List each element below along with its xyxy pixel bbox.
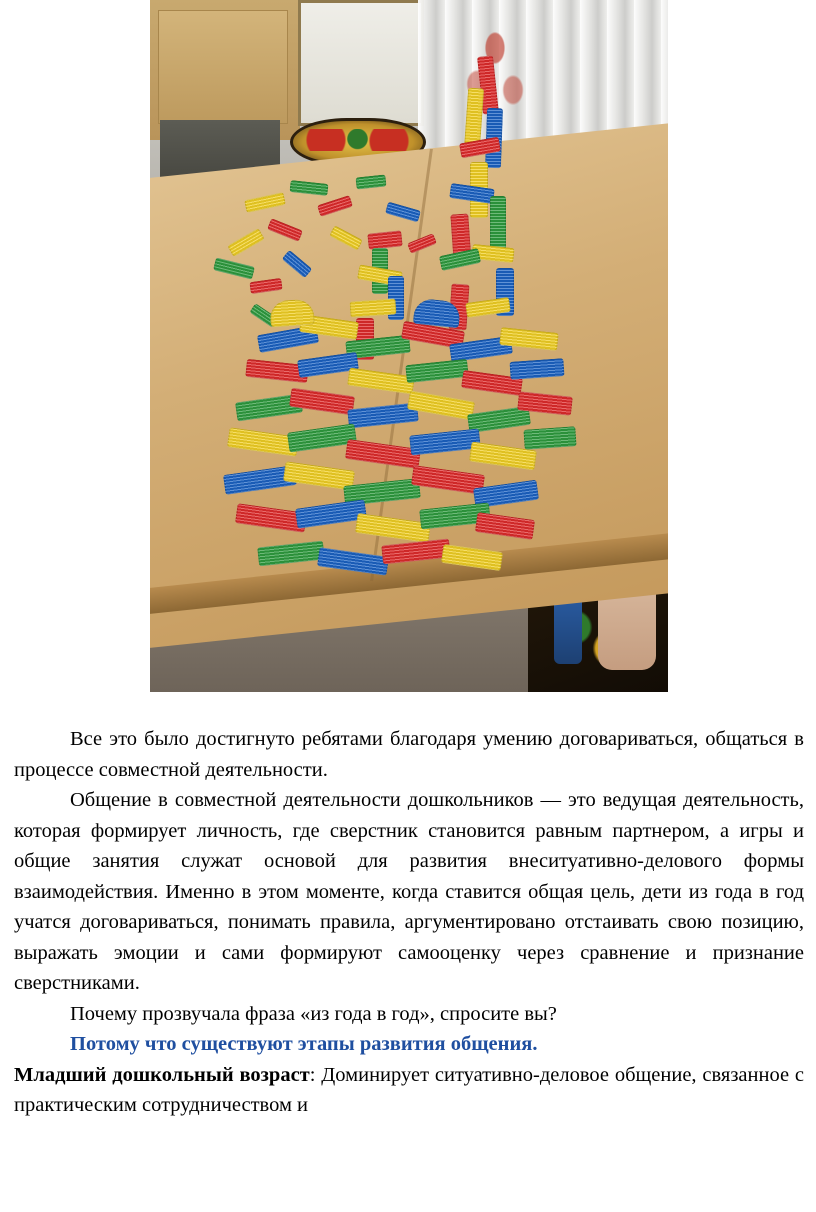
toy-block: [523, 426, 576, 450]
final-paragraph-rest: : Доминирует ситуативно-деловое общение, связанное с практическим сотрудничеством и: [14, 1063, 805, 1116]
toy-block: [490, 196, 506, 250]
final-paragraph-lead: Младший дошкольный возраст: [14, 1063, 310, 1086]
toy-block: [349, 298, 396, 317]
highlight-line: Потому что существуют этапы развития общения.: [70, 1033, 538, 1055]
photo-children-block-construction: [150, 0, 668, 692]
article-body: [14, 724, 804, 1121]
tray-floral-pattern: [305, 129, 410, 151]
paragraph-3: Почему прозвучала фраза «из года в год», спросите вы?: [70, 1002, 557, 1025]
paragraph-2: Общение в совместной деятельности дошкольников — это ведущая деятельность, которая формирует личность, где сверстник становится равным партнером, а игры и общие занятия служат основой для развития внеситуативно-делового формы взаимодействия. Именно в этом моменте, когда ставится общая цель, дети из года в год учатся договариваться, понимать правила, аргументировано отстаивать свою позицию, выражать эмоции и сами формируют самооценку через сравнение и признание сверстниками.: [14, 789, 804, 994]
photo-canvas: [150, 0, 668, 692]
whiteboard: [298, 0, 424, 126]
final-paragraph: [14, 1060, 804, 1121]
wooden-cabinet: [150, 0, 300, 140]
paragraph-1: Все это было достигнуто ребятами благодаря умению договариваться, общаться в процессе совместной деятельности.: [14, 728, 804, 781]
toy-block: [509, 358, 564, 380]
cabinet-door: [158, 10, 288, 124]
